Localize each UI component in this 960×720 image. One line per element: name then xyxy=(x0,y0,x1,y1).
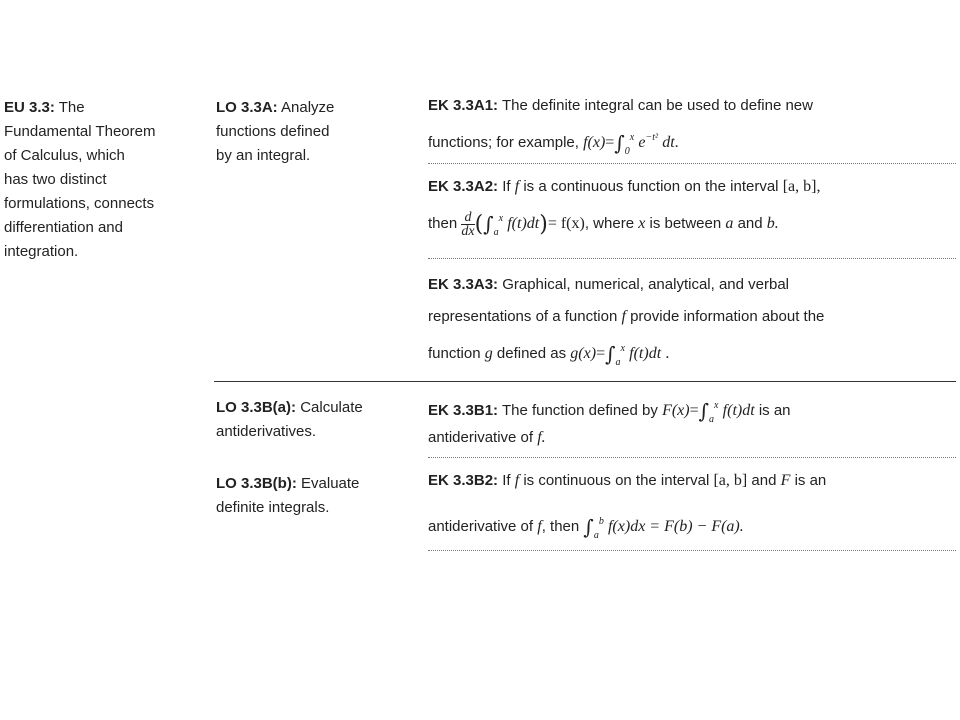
ek-a2-id: EK 3.3A2: xyxy=(428,178,499,195)
ek-a1-line1 xyxy=(428,94,813,118)
lo-bb-line: definite integrals. xyxy=(216,499,330,516)
ek-a2-line1: EK 3.3A2: If f is a continuous function on the interval [a, b], xyxy=(428,178,821,195)
ek-b2-line2: antiderivative of f, then $\int_a^b$ f(x)dx = F(b) − F(a). xyxy=(428,515,744,541)
lo-bb-block xyxy=(216,472,416,520)
row-divider xyxy=(428,163,956,164)
ek-a1-id: EK 3.3A1: xyxy=(428,97,499,114)
lo-a-line: functions defined xyxy=(216,123,330,140)
ek-b1-line2: antiderivative of f. xyxy=(428,429,546,446)
section-divider xyxy=(214,381,956,382)
lo-a-line: Analyze xyxy=(281,99,335,116)
lo-ba-block xyxy=(216,396,416,444)
eu-line: The xyxy=(58,99,85,116)
ek-a3-line2: representations of a function f provide information about the xyxy=(428,308,825,325)
eu-line: differentiation and xyxy=(4,219,123,236)
ek-a1-formula: $f(x)=\int_0^x$ $e^{-t^2}$ dt. xyxy=(583,131,679,157)
eu-line: integration. xyxy=(4,243,79,260)
lo-a-block xyxy=(216,96,416,168)
lo-bb-line: Evaluate xyxy=(301,475,360,492)
row-divider xyxy=(428,258,956,259)
lo-ba-line: antiderivatives. xyxy=(216,423,317,440)
eu-line: formulations, connects xyxy=(4,195,155,212)
derivative-fraction: $\frac{d}{dx}$ xyxy=(461,209,475,239)
ek-a1-text: functions; for example, xyxy=(428,134,579,151)
lo-ba-line: Calculate xyxy=(300,399,363,416)
row-divider xyxy=(428,457,956,458)
ek-a3-id: EK 3.3A3: xyxy=(428,276,499,293)
ek-a1-line2 xyxy=(428,126,679,164)
row-divider xyxy=(428,550,956,551)
ek-b1-line1: EK 3.3B1: The function defined by $F(x)=\int_a^x$ f(t)dt is an xyxy=(428,399,791,425)
lo-a-id: LO 3.3A: xyxy=(216,99,278,116)
eu-line: of Calculus, which xyxy=(4,147,125,164)
eu-line: has two distinct xyxy=(4,171,107,188)
ek-a3-line1: EK 3.3A3: Graphical, numerical, analytical, and verbal xyxy=(428,276,790,293)
eu-block xyxy=(4,96,204,264)
ek-b2-id: EK 3.3B2: xyxy=(428,472,499,489)
lo-bb-id: LO 3.3B(b): xyxy=(216,475,297,492)
ek-a2-line2: then $\frac{d}{dx}$ ($\int_a^x$ f(t)dt)= f(x), where x is between a and b. xyxy=(428,209,779,239)
lo-ba-id: LO 3.3B(a): xyxy=(216,399,297,416)
eu-line: Fundamental Theorem xyxy=(4,123,156,140)
ek-b2-line1: EK 3.3B2: If f is continuous on the interval [a, b] and F is an xyxy=(428,472,827,489)
lo-a-line: by an integral. xyxy=(216,147,311,164)
ek-a1-text: The definite integral can be used to define new xyxy=(501,97,813,114)
eu-id: EU 3.3: xyxy=(4,99,55,116)
ek-b1-id: EK 3.3B1: xyxy=(428,402,499,419)
ek-a3-line3: function g defined as $g(x)=\int_a^x$ f(t)dt . xyxy=(428,342,670,368)
